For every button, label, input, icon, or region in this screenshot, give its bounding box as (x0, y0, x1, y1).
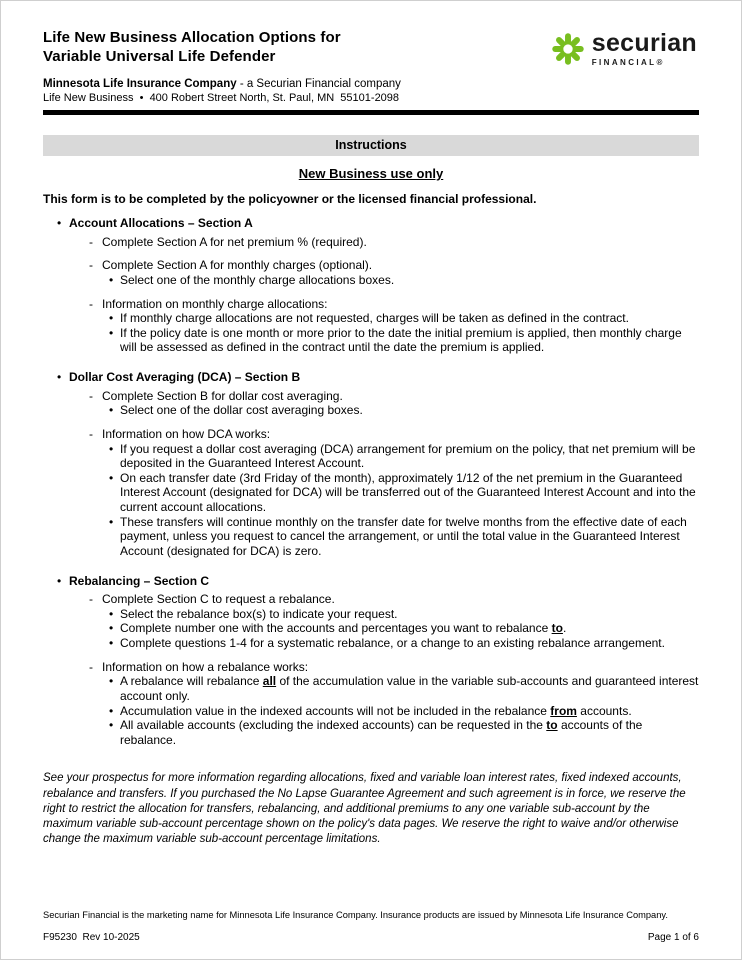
instruction-subitem (109, 471, 699, 515)
prospectus-note: See your prospectus for more information regarding allocations, fixed and variable loan interest rates, fixed indexed accounts, rebalance and transfers. If you purchased the No Lapse Guarantee Agreement and such agreement is in force, we reserve the right to restrict the allocation for transfers, rebalancing, and additional premiums to any one variable sub-account by the maximum variable sub-account percentage shown on the policy's data pages. We reserve the right to waive and/or otherwise change the maximum variable sub-account percentage limitations. (43, 772, 686, 846)
bullet-marker: • (109, 606, 114, 621)
instruction-item-text: Information on how DCA works: (102, 426, 271, 441)
document-header (43, 29, 699, 115)
section-title-text: Dollar Cost Averaging (DCA) – Section B (69, 370, 301, 384)
header-row (43, 29, 699, 67)
instruction-subitem (109, 326, 699, 355)
instructions-bar (43, 135, 699, 156)
instruction-subitem-text: Select the rebalance box(s) to indicate your request. (120, 606, 398, 621)
emphasized-word: all (262, 674, 277, 689)
dash-marker: - (89, 234, 93, 249)
instruction-group (43, 660, 699, 748)
section-title (57, 370, 699, 385)
form-number: F95230 Rev 10-2025 (43, 932, 140, 943)
instruction-subitem-text: If you request a dollar cost averaging (DCA) arrangement for premium on the policy, that net premium will be deposited in the Guaranteed Interest Account. (120, 441, 696, 471)
title-block (43, 29, 341, 67)
instruction-item-text: Information on monthly charge allocations: (102, 296, 328, 311)
instruction-subitem-text: On each transfer date (3rd Friday of the month), approximately 1/12 of the net premium in the Guaranteed Interest Account (designated for DCA) will be transferred out of the Guaranteed Interest Account and into the current account allocations. (120, 470, 696, 514)
instruction-item (89, 427, 699, 442)
logo-sub-text: FINANCIAL® (591, 58, 665, 67)
instruction-subitem (109, 718, 699, 747)
emphasized-word: to (546, 718, 558, 733)
instruction-section (43, 370, 699, 559)
dash-marker: - (89, 388, 93, 403)
logo-brand-text: securian (591, 29, 697, 57)
instruction-item-text: Complete Section A for monthly charges (optional). (102, 258, 373, 273)
instructions-bar-title: Instructions (335, 138, 407, 152)
instruction-subitem (109, 442, 699, 471)
instruction-subitem-text: All available accounts (excluding the indexed accounts) can be requested in the to accounts of the rebalance. (120, 718, 643, 747)
instruction-group (43, 258, 699, 287)
company-suffix: - a Securian Financial company (236, 78, 401, 90)
section-title-text: Rebalancing – Section C (69, 573, 210, 588)
instruction-section (43, 216, 699, 355)
instruction-item-text: Complete Section B for dollar cost averaging. (102, 388, 343, 403)
section-title (57, 574, 699, 589)
bullet-marker: • (109, 703, 114, 718)
instruction-subitem-text: A rebalance will rebalance all of the accumulation value in the variable sub-accounts and guaranteed interest account only. (120, 674, 699, 703)
instruction-subitem (109, 607, 699, 622)
instruction-subitem-text: Accumulation value in the indexed accounts will not be included in the rebalance from accounts. (120, 703, 632, 718)
bullet-marker: • (109, 441, 114, 456)
bullet-marker: • (109, 514, 114, 529)
instruction-subitem-text: Select one of the dollar cost averaging boxes. (120, 403, 363, 418)
instruction-subitem-text: Complete questions 1-4 for a systematic rebalance, or a change to an existing rebalance arrangement. (120, 636, 665, 650)
intro-line: This form is to be completed by the policyowner or the licensed financial professional. (43, 192, 537, 206)
instruction-subitem (109, 621, 699, 636)
bullet-marker: • (109, 272, 114, 287)
bullet-marker: • (109, 621, 114, 636)
instructions-section (43, 135, 699, 847)
bullet-marker: • (57, 573, 62, 588)
instruction-item (89, 660, 699, 675)
bullet-marker: • (109, 325, 114, 340)
instruction-sections (43, 216, 699, 747)
document-title-line1: Life New Business Allocation Options for (43, 29, 341, 46)
instruction-subitem-text: If monthly charge allocations are not requested, charges will be taken as defined in the contract. (120, 311, 629, 326)
bullet-marker: • (109, 674, 114, 689)
instruction-subitem (109, 704, 699, 719)
instruction-item (89, 592, 699, 607)
instruction-group (43, 427, 699, 559)
instruction-item-text: Complete Section A for net premium % (required). (102, 234, 367, 249)
bullet-marker: • (109, 718, 114, 733)
instruction-item (89, 389, 699, 404)
bullet-marker: • (109, 636, 114, 650)
company-address: Life New Business • 400 Robert Street North, St. Paul, MN 55101-2098 (43, 92, 400, 104)
new-business-subtitle: New Business use only (298, 166, 444, 181)
company-line (43, 78, 699, 90)
instruction-subitem (109, 273, 699, 288)
footer-disclaimer: Securian Financial is the marketing name for Minnesota Life Insurance Company. Insurance products are issued by Minnesota Life Insurance Company. (43, 910, 668, 920)
instruction-subitem-text: If the policy date is one month or more prior to the date the initial premium is applied, then monthly charge will be assessed as defined in the contract until the date the premium is applied. (120, 325, 682, 355)
dash-marker: - (89, 659, 93, 674)
page-number: Page 1 of 6 (647, 932, 699, 943)
section-title-text: Account Allocations – Section A (69, 216, 253, 230)
instruction-item-text: Information on how a rebalance works: (102, 659, 309, 674)
instruction-group (43, 389, 699, 418)
header-rule (43, 110, 699, 115)
logo-wordmark (592, 31, 697, 67)
emphasized-word: to (551, 621, 563, 636)
dash-marker: - (89, 592, 93, 607)
company-name: Minnesota Life Insurance Company (43, 78, 237, 90)
instruction-subitem (109, 311, 699, 326)
instruction-group (43, 235, 699, 250)
instruction-item (89, 258, 699, 273)
instruction-group (43, 297, 699, 356)
instruction-item (89, 297, 699, 312)
instruction-subitem (109, 515, 699, 559)
instruction-subitem-text: Select one of the monthly charge allocations boxes. (120, 272, 395, 287)
dash-marker: - (89, 258, 93, 273)
page-footer (43, 910, 699, 943)
bullet-marker: • (109, 403, 114, 418)
bullet-marker: • (57, 370, 62, 384)
instruction-group (43, 592, 699, 651)
emphasized-word: from (550, 703, 577, 718)
bullet-marker: • (57, 216, 62, 230)
securian-logo (551, 31, 699, 67)
instruction-item-text: Complete Section C to request a rebalance. (102, 592, 335, 607)
instruction-subitem-text: Complete number one with the accounts and percentages you want to rebalance to. (120, 621, 567, 636)
instruction-subitem (109, 636, 699, 651)
footer-meta-row (43, 932, 699, 943)
dash-marker: - (89, 426, 93, 441)
instruction-subitem-text: These transfers will continue monthly on the transfer date for twelve months from the effective date of each payment, unless you request to cancel the arrangement, or until the total value in the Guaranteed Interest Account (designated for DCA) is zero. (120, 514, 687, 558)
document-title-line2: Variable Universal Life Defender (43, 47, 276, 65)
instruction-section (43, 574, 699, 748)
instruction-subitem (109, 674, 699, 703)
instruction-item (89, 235, 699, 250)
bullet-marker: • (109, 470, 114, 485)
securian-mark-icon (551, 32, 585, 66)
dash-marker: - (89, 296, 93, 311)
instruction-subitem (109, 403, 699, 418)
section-title (57, 216, 699, 231)
bullet-marker: • (109, 311, 114, 326)
